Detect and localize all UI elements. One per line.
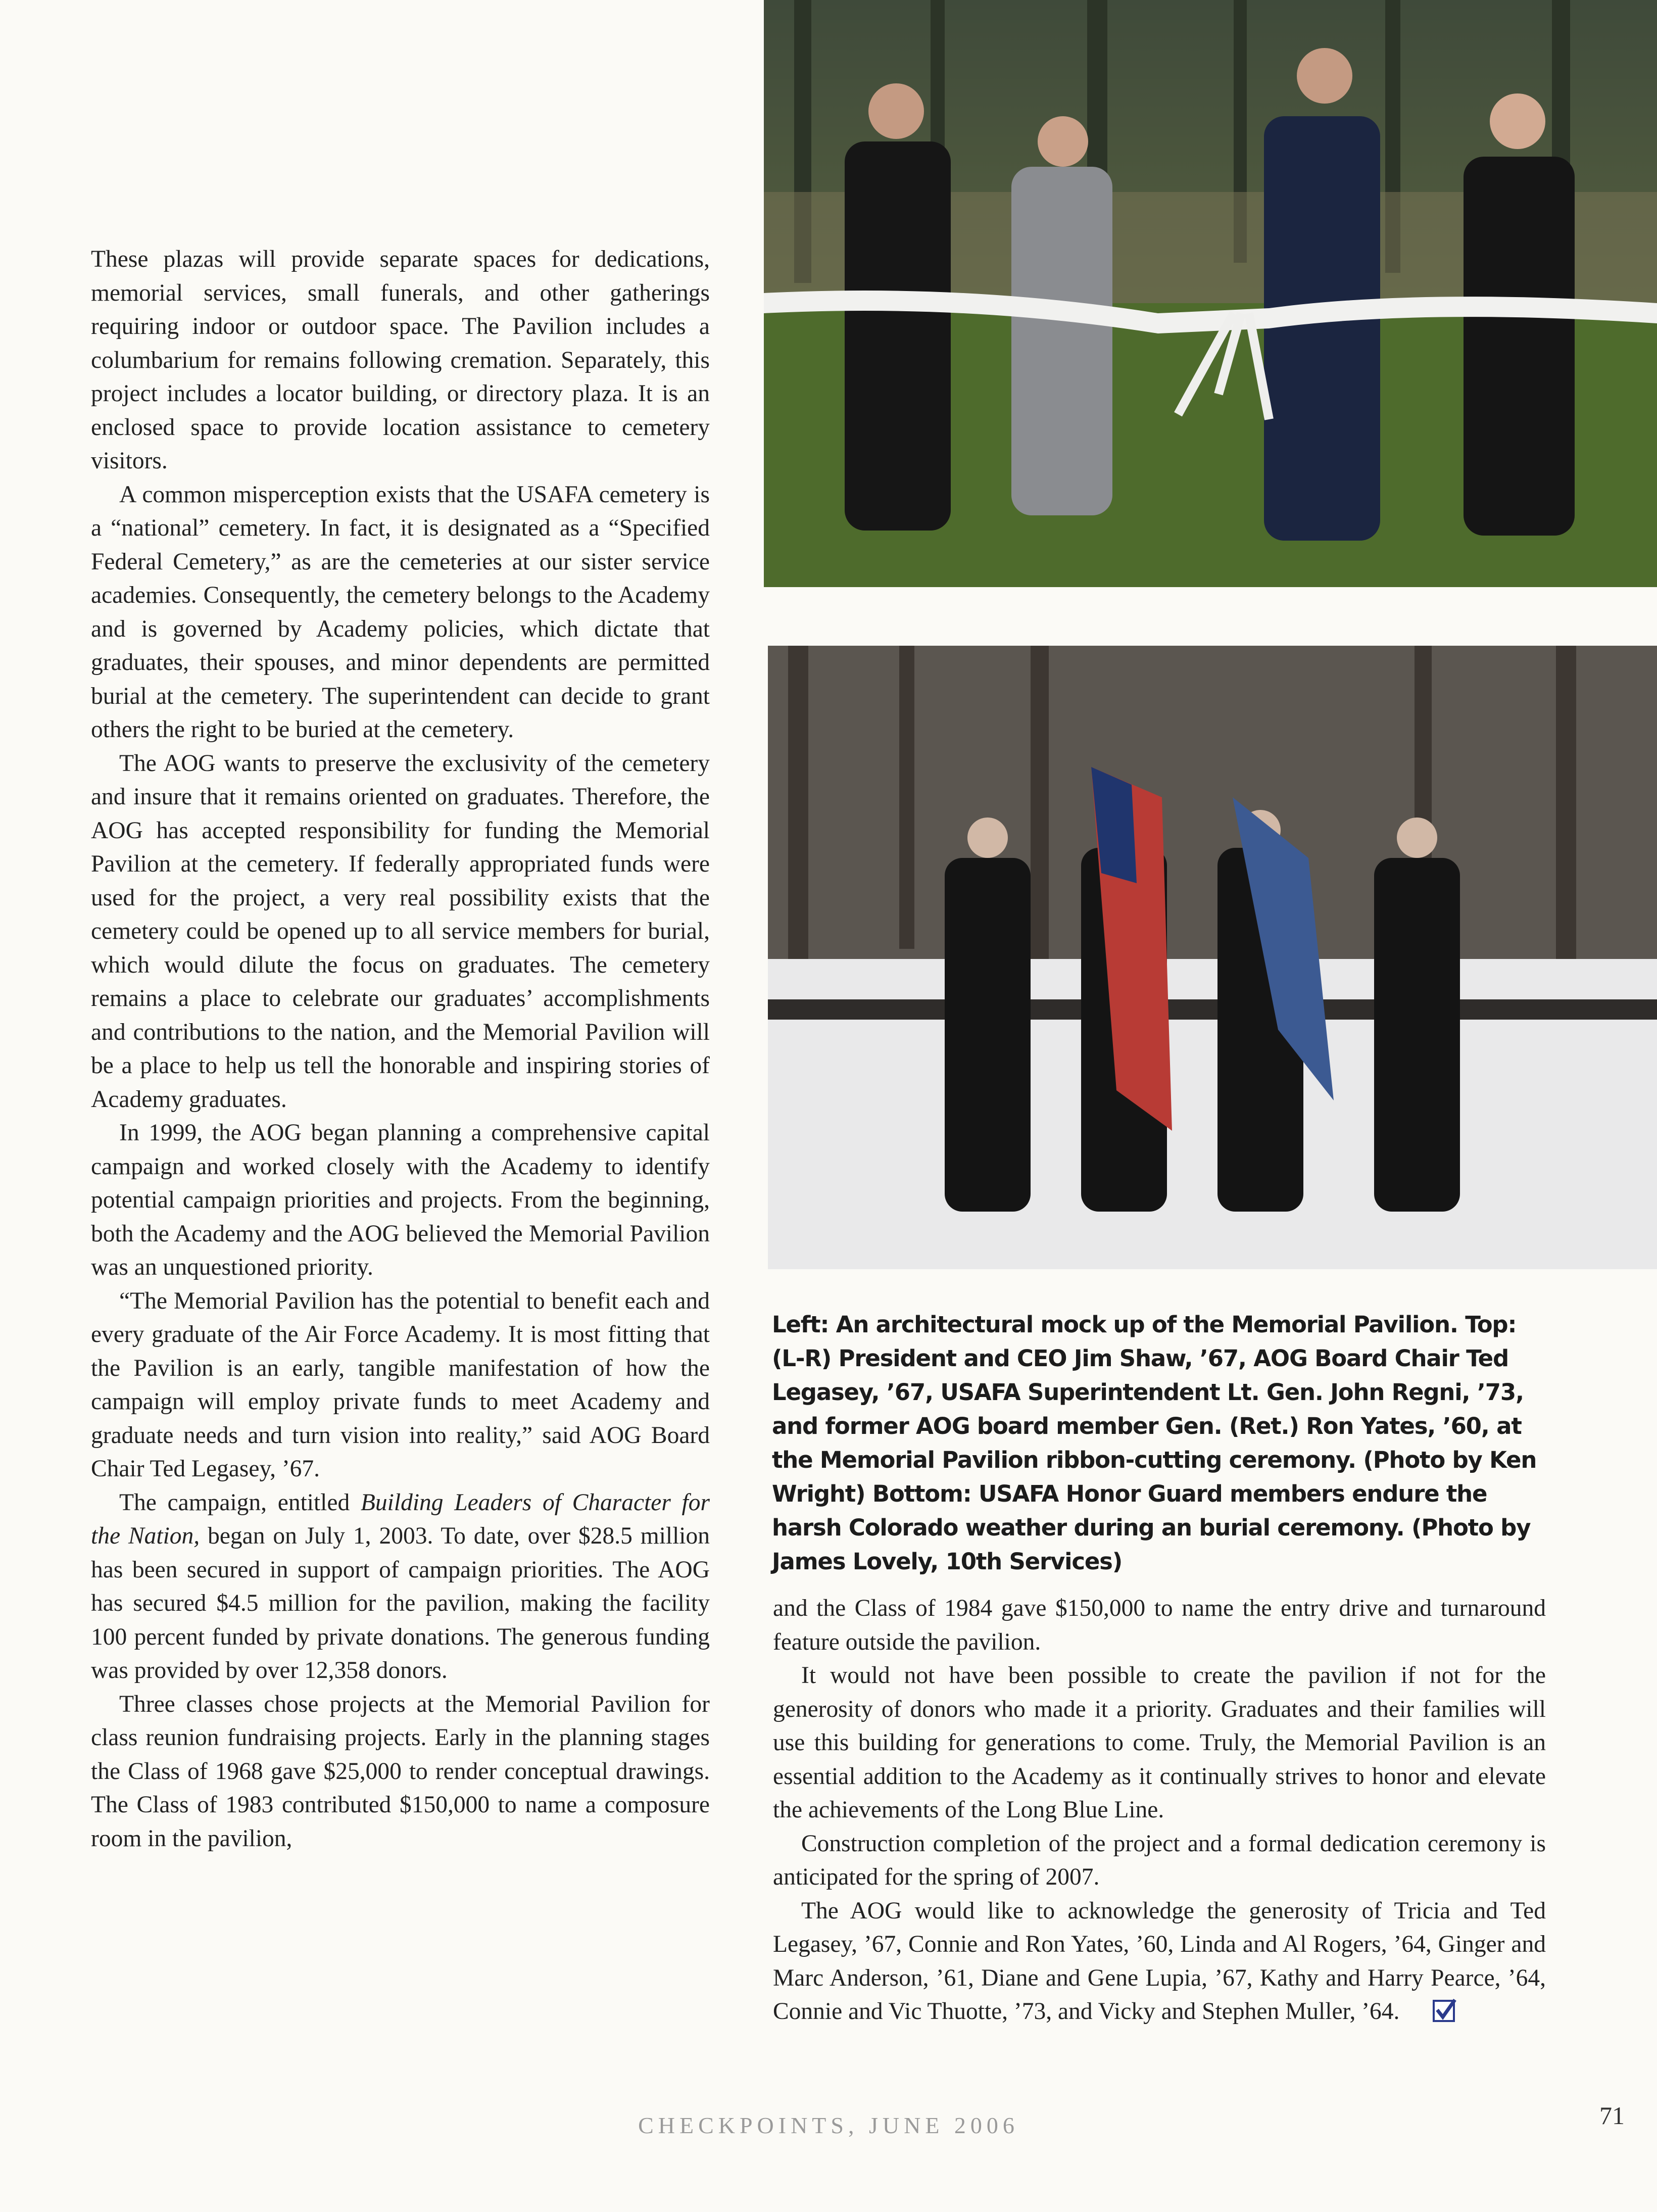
article-paragraph: Construction completion of the project and a formal dedication ceremony is anticipated for the spring of 2007. (773, 1830, 1546, 1890)
publication-footer: CHECKPOINTS, JUNE 2006 (638, 2112, 1019, 2138)
article-paragraph: “The Memorial Pavilion has the potential to benefit each and every graduate of the Air Force Academy. It is most fitting that the Pavilion is an early, tangible manifestation of how the campaign will employ private funds to meet Academy and graduate needs and turn vision into reality,” said AOG Board Chair Ted Legasey, ’67. (91, 1287, 710, 1482)
campaign-text-after: began on July 1, 2003. To date, over $28.5 million has been secured in support of campaign priorities. The AOG has secured $4.5 million for the pavilion, making the facility 100 percent funded by private donations. The generous funding was provided by over 12,358 donors. (91, 1523, 710, 1684)
acknowledgement-text: The AOG would like to acknowledge the generosity of Tricia and Ted Legasey, ’67, Connie and Ron Yates, ’60, Linda and Al Rogers, ’64, Ginger and Marc Anderson, ’61, Diane and Gene Lupia, ’67, Kathy and Harry Pearce, ’64, Connie and Vic Thuotte, ’73, and Vicky and Stephen Muller, ’64. (773, 1897, 1546, 2025)
checkbox-check-icon (1404, 1998, 1429, 2022)
article-paragraph: and the Class of 1984 gave $150,000 to name the entry drive and turnaround feature outside the pavilion. (773, 1595, 1546, 1655)
article-paragraph: Three classes chose projects at the Memorial Pavilion for class reunion fundraising projects. Early in the planning stages the Class of 1968 gave $25,000 to render conceptual drawings. The Class of 1983 contributed $150,000 to name a composure room in the pavilion, (91, 1691, 710, 1852)
article-paragraph (773, 1894, 1546, 2029)
page-number: 71 (1599, 2101, 1625, 2130)
campaign-paragraph (91, 1486, 710, 1688)
photo-caption: Left: An architectural mock up of the Memorial Pavilion. Top: (L-R) President and CEO Jim Shaw, ’67, AOG Board Chair Ted Legasey, ’67, USAFA Superintendent Lt. Gen. John Regni, ’73, and former AOG board member Gen. (Ret.) Ron Yates, ’60, at the Memorial Pavilion ribbon-cutting ceremony. (Photo by Ken Wright) Bottom: USAFA Honor Guard members endure the harsh Colorado weather during an burial ceremony. (Photo by James Lovely, 10th Services) (772, 1311, 1537, 1575)
article-left-column (91, 243, 710, 1855)
honor-guard-photo (768, 646, 1657, 1269)
article-right-column (773, 1592, 1546, 2029)
article-paragraph: These plazas will provide separate spaces for dedications, memorial services, small funerals, and other gatherings requiring indoor or outdoor space. The Pavilion includes a columbarium for remains following cremation. Separately, this project includes a locator building, or directory plaza. It is an enclosed space to provide location assistance to cemetery visitors. (91, 246, 710, 474)
article-paragraph: It would not have been possible to create the pavilion if not for the generosity of donors who made it a priority. Graduates and their families will use this building for generations to come. Truly, the Memorial Pavilion is an essential addition to the Academy as it continually strives to honor and elevate the achievements of the Long Blue Line. (773, 1662, 1546, 1823)
article-paragraph: A common misperception exists that the USAFA cemetery is a “national” cemetery. In fact, it is designated as a “Specified Federal Cemetery,” as are the cemeteries at our sister service academies. Consequently, the cemetery belongs to the Academy and is governed by Academy policies, which dictate that graduates, their spouses, and minor dependents are permitted burial at the cemetery. The superintendent can decide to grant others the right to be buried at the cemetery. (91, 481, 710, 743)
campaign-title: Building Leaders of Character for the Nation, (91, 1489, 710, 1549)
article-paragraph: The AOG wants to preserve the exclusivity of the cemetery and insure that it remains oriented on graduates. Therefore, the AOG has accepted responsibility for funding the Memorial Pavilion at the cemetery. If federally appropriated funds were used for the project, a very real possibility exists that the cemetery could be opened up to all service members for burial, which would dilute the focus on graduates. The cemetery remains a place to celebrate our graduates’ accomplishments and contributions to the nation, and the Memorial Pavilion will be a place to help us tell the honorable and inspiring stories of Academy graduates. (91, 750, 710, 1113)
campaign-text-before: The campaign, entitled (119, 1489, 361, 1516)
ribbon-cutting-photo (764, 0, 1657, 587)
article-paragraph: In 1999, the AOG began planning a comprehensive capital campaign and worked closely with the Academy to identify potential campaign priorities and projects. From the beginning, both the Academy and the AOG believed the Memorial Pavilion was an unquestioned priority. (91, 1120, 710, 1280)
